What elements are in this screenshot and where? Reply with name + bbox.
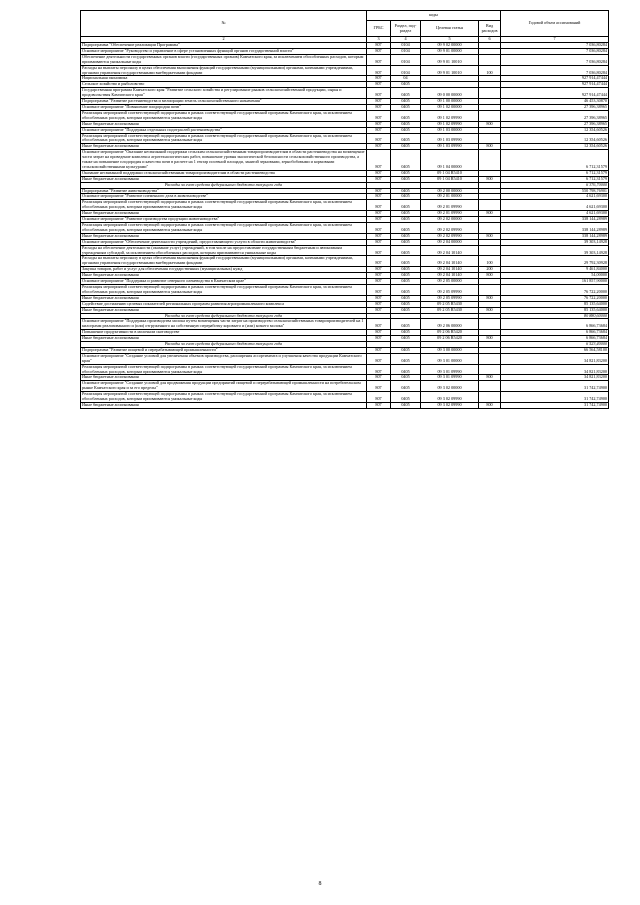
row-expense-type-cell: 800 bbox=[479, 144, 501, 150]
row-amount-cell: 85 135,64000 bbox=[501, 301, 609, 307]
row-target-item-cell: 09 1 03 00000 bbox=[421, 127, 479, 133]
row-target-item-cell: 09 2 04 10140 bbox=[421, 245, 479, 256]
row-amount-cell: 7 036,80284 bbox=[501, 43, 609, 49]
row-grbs-cell: 807 bbox=[367, 211, 391, 217]
row-section-cell: 0405 bbox=[391, 200, 421, 211]
row-amount-cell: 31 742,74900 bbox=[501, 381, 609, 392]
row-section-cell: 0405 bbox=[391, 336, 421, 342]
row-section-cell: 0405 bbox=[391, 273, 421, 279]
row-expense-type-cell: 800 bbox=[479, 233, 501, 239]
row-grbs-cell: 807 bbox=[367, 54, 391, 65]
row-grbs-cell: 807 bbox=[367, 76, 391, 82]
row-name-cell: Подпрограмма "Развитие животноводства" bbox=[81, 188, 367, 194]
row-name-cell: Основное мероприятие "Создание условий для увеличения объемов производства, расширения ассортимента и улучшения качества продукции Камчатского края" bbox=[81, 353, 367, 364]
header-section: Раздел, под-раздел bbox=[391, 21, 421, 37]
row-amount-cell: 4 621,69300 bbox=[501, 194, 609, 200]
row-amount-cell: 9 461,84000 bbox=[501, 267, 609, 273]
row-name-cell: Реализация мероприятий соответствующей подпрограммы в рамках соответствующей государственной программы Камчатского края, за исключением обособленных расходов, которым присваиваются уникальные коды bbox=[81, 110, 367, 121]
row-target-item-cell: 09 2 04 10140 bbox=[421, 273, 479, 279]
row-name-cell: Подпрограмма "Развитие растениеводства и мелиорации земель сельскохозяйственного назначения" bbox=[81, 99, 367, 105]
row-grbs-cell: 807 bbox=[367, 82, 391, 88]
table-row bbox=[81, 392, 609, 403]
row-expense-type-cell: 800 bbox=[479, 336, 501, 342]
row-grbs-cell: 807 bbox=[367, 239, 391, 245]
table-row bbox=[81, 88, 609, 99]
table-row bbox=[81, 256, 609, 267]
row-target-item-cell: 09 2 04 00000 bbox=[421, 239, 479, 245]
row-expense-type-cell: 800 bbox=[479, 375, 501, 381]
row-grbs-cell: 807 bbox=[367, 127, 391, 133]
table-row bbox=[81, 150, 609, 171]
row-grbs-cell: 807 bbox=[367, 381, 391, 392]
row-target-item-cell: 09 3 00 00000 bbox=[421, 347, 479, 353]
row-name-cell: Основное мероприятие "Поддержка отдельных подотраслей растениеводства" bbox=[81, 127, 367, 133]
budget-table bbox=[80, 10, 609, 409]
row-grbs-cell: 807 bbox=[367, 217, 391, 223]
row-amount-cell: 7 036,80284 bbox=[501, 48, 609, 54]
row-grbs-cell: 807 bbox=[367, 150, 391, 171]
row-name-cell: Основное мероприятие "Поддержка и развитие северного оленеводства в Камчатском крае" bbox=[81, 279, 367, 285]
row-section-cell: 0405 bbox=[391, 104, 421, 110]
index-cell: 3 bbox=[367, 37, 391, 43]
table-row bbox=[81, 381, 609, 392]
row-target-item-cell: 09 2 01 09990 bbox=[421, 211, 479, 217]
row-expense-type-cell: 800 bbox=[479, 273, 501, 279]
row-target-item-cell: 09 2 02 09990 bbox=[421, 233, 479, 239]
row-amount-cell: 161 857,90000 bbox=[501, 279, 609, 285]
table-row bbox=[81, 353, 609, 364]
row-target-item-cell: 09 2 04 10140 bbox=[421, 267, 479, 273]
row-grbs-cell: 807 bbox=[367, 104, 391, 110]
row-name-cell: Повышение продуктивности в молочном скотоводстве bbox=[81, 330, 367, 336]
row-expense-type-cell bbox=[479, 54, 501, 65]
row-target-item-cell: 09 3 02 00000 bbox=[421, 381, 479, 392]
row-name-cell: Подпрограмма "Обеспечение реализации Программы" bbox=[81, 43, 367, 49]
header-number: № bbox=[81, 11, 367, 37]
row-name-cell: Сельское хозяйство и рыболовство bbox=[81, 82, 367, 88]
row-target-item-cell: 09 2 06 00000 bbox=[421, 319, 479, 330]
row-target-item-cell: 09 2 05 00000 bbox=[421, 279, 479, 285]
row-section-cell: 0405 bbox=[391, 88, 421, 99]
row-grbs-cell: 807 bbox=[367, 48, 391, 54]
row-expense-type-cell bbox=[479, 319, 501, 330]
row-amount-cell: 6 866,73684 bbox=[501, 336, 609, 342]
row-amount-cell: 338 144,28989 bbox=[501, 217, 609, 223]
row-name-cell: Основное мероприятие "Руководство и управление в сфере установленных функций органов государственной власти" bbox=[81, 48, 367, 54]
row-section-cell: 0405 bbox=[391, 353, 421, 364]
header-target-item: Целевая статья bbox=[421, 21, 479, 37]
row-section-cell: 0405 bbox=[391, 267, 421, 273]
row-target-item-cell: 09 9 01 10010 bbox=[421, 65, 479, 76]
row-target-item-cell: 09 9 02 00000 bbox=[421, 43, 479, 49]
row-amount-cell: 6 712,31579 bbox=[501, 150, 609, 171]
row-amount-cell: 6 866,73684 bbox=[501, 319, 609, 330]
row-expense-type-cell: 800 bbox=[479, 307, 501, 313]
row-grbs-cell: 807 bbox=[367, 284, 391, 295]
row-grbs-cell: 807 bbox=[367, 403, 391, 409]
row-name-cell: Основное мероприятие "Повышение плодородия почв" bbox=[81, 104, 367, 110]
row-section-cell: 0104 bbox=[391, 54, 421, 65]
index-cell: 6 bbox=[479, 37, 501, 43]
row-name-cell: Иные бюджетные ассигнования bbox=[81, 307, 367, 313]
row-grbs-cell: 807 bbox=[367, 133, 391, 144]
row-amount-cell: 80 880,60000 bbox=[501, 313, 609, 319]
table-body bbox=[81, 43, 609, 409]
row-amount-cell: 27 396,38965 bbox=[501, 121, 609, 127]
row-section-cell: 0405 bbox=[391, 110, 421, 121]
row-amount-cell: 4 621,69300 bbox=[501, 200, 609, 211]
row-grbs-cell: 807 bbox=[367, 170, 391, 176]
row-grbs-cell: 807 bbox=[367, 279, 391, 285]
row-grbs-cell: 807 bbox=[367, 392, 391, 403]
row-name-cell: Реализация мероприятий соответствующей подпрограммы в рамках соответствующей государственной программы Камчатского края, за исключением обособленных расходов, которым присваиваются уникальные коды bbox=[81, 284, 367, 295]
row-section-cell: 0104 bbox=[391, 43, 421, 49]
row-amount-cell: 39 303,14928 bbox=[501, 239, 609, 245]
row-expense-type-cell bbox=[479, 200, 501, 211]
row-section-cell: 0405 bbox=[391, 301, 421, 307]
row-target-item-cell: 09 2 05 R5430 bbox=[421, 301, 479, 307]
row-amount-cell: 338 144,28989 bbox=[501, 223, 609, 234]
row-target-item-cell: 09 2 02 00000 bbox=[421, 217, 479, 223]
row-amount-cell: 54,00000 bbox=[501, 273, 609, 279]
row-section-cell: 0104 bbox=[391, 48, 421, 54]
row-amount-cell: 29 792,30928 bbox=[501, 256, 609, 267]
row-target-item-cell: 09 2 05 R5430 bbox=[421, 307, 479, 313]
row-grbs-cell: 807 bbox=[367, 176, 391, 182]
row-amount-cell: 4 621,69300 bbox=[501, 211, 609, 217]
row-amount-cell: 927 914,47444 bbox=[501, 76, 609, 82]
row-grbs-cell: 807 bbox=[367, 223, 391, 234]
row-expense-type-cell: 100 bbox=[479, 256, 501, 267]
header-expense-type: Вид расходов bbox=[479, 21, 501, 37]
table-row bbox=[81, 364, 609, 375]
row-grbs-cell: 807 bbox=[367, 88, 391, 99]
row-target-item-cell: 09 1 02 00000 bbox=[421, 104, 479, 110]
row-grbs-cell: 807 bbox=[367, 245, 391, 256]
row-section-cell: 0405 bbox=[391, 170, 421, 176]
row-target-item-cell: 09 9 01 00000 bbox=[421, 48, 479, 54]
row-grbs-cell: 807 bbox=[367, 188, 391, 194]
row-amount-cell: 12 354,60526 bbox=[501, 133, 609, 144]
row-target-item-cell: 09 3 01 09990 bbox=[421, 364, 479, 375]
row-expense-type-cell bbox=[479, 284, 501, 295]
row-grbs-cell: 807 bbox=[367, 295, 391, 301]
row-expense-type-cell bbox=[479, 150, 501, 171]
row-name-cell: Иные бюджетные ассигнования bbox=[81, 176, 367, 182]
row-grbs-cell: 807 bbox=[367, 353, 391, 364]
row-name-cell: Государственная программа Камчатского края "Развитие сельского хозяйства и регулирование рынков сельскохозяйственной продукции, сырья и продовольствия Камчатского края" bbox=[81, 88, 367, 99]
row-target-item-cell: 09 1 04 R5410 bbox=[421, 170, 479, 176]
row-section-cell: 0405 bbox=[391, 194, 421, 200]
row-grbs-cell: 807 bbox=[367, 273, 391, 279]
header-annual-volume: Годовой объем ассигнований bbox=[501, 11, 609, 37]
row-name-cell: Иные бюджетные ассигнования bbox=[81, 273, 367, 279]
row-expense-type-cell bbox=[479, 381, 501, 392]
header-codes: коды bbox=[367, 11, 501, 21]
row-amount-cell: 927 914,47444 bbox=[501, 82, 609, 88]
row-expense-type-cell bbox=[479, 88, 501, 99]
row-amount-cell: 7 036,80284 bbox=[501, 54, 609, 65]
row-expense-type-cell: 800 bbox=[479, 403, 501, 409]
row-section-cell: 0405 bbox=[391, 239, 421, 245]
index-cell: 2 bbox=[81, 37, 367, 43]
row-grbs-cell: 807 bbox=[367, 336, 391, 342]
row-target-item-cell: 09 3 02 09990 bbox=[421, 392, 479, 403]
row-target-item-cell: 09 2 05 09990 bbox=[421, 295, 479, 301]
row-target-item-cell: 09 1 02 09990 bbox=[421, 110, 479, 121]
table-header bbox=[81, 11, 609, 43]
row-expense-type-cell: 200 bbox=[479, 267, 501, 273]
row-name-cell: Иные бюджетные ассигнования bbox=[81, 336, 367, 342]
row-section-cell: 0405 bbox=[391, 284, 421, 295]
page-number: 8 bbox=[318, 881, 322, 887]
row-grbs-cell: 807 bbox=[367, 110, 391, 121]
row-amount-cell: 927 914,47444 bbox=[501, 88, 609, 99]
row-section-cell: 0405 bbox=[391, 364, 421, 375]
row-grbs-cell: 807 bbox=[367, 330, 391, 336]
row-name-cell: Основное мероприятие "Поддержка производства молока путем возмещения части затрат на производство сельскохозяйственных товаропроизводителей на 1 килограмм реализованного и (или) отгруженного на собственную переработку коровьего и (или) козьего молока" bbox=[81, 319, 367, 330]
row-section-cell: 0405 bbox=[391, 150, 421, 171]
row-section-cell: 0405 bbox=[391, 245, 421, 256]
row-section-cell: 0405 bbox=[391, 127, 421, 133]
row-expense-type-cell bbox=[479, 364, 501, 375]
row-expense-type-cell bbox=[479, 353, 501, 364]
row-name-cell: Оказание несвязанной поддержки сельскохозяйственным товаропроизводителям в области растениеводства bbox=[81, 170, 367, 176]
row-target-item-cell: 09 1 04 00000 bbox=[421, 150, 479, 171]
row-name-cell: Иные бюджетные ассигнования bbox=[81, 144, 367, 150]
row-name-cell: Основное мероприятие "Обеспечение деятельности учреждений, предоставляющего услуги в области животноводства" bbox=[81, 239, 367, 245]
row-name-cell: Иные бюджетные ассигнования bbox=[81, 375, 367, 381]
row-amount-cell: 34 821,83200 bbox=[501, 364, 609, 375]
row-section-cell: 0405 bbox=[391, 295, 421, 301]
table-row bbox=[81, 200, 609, 211]
row-amount-cell: 31 742,74900 bbox=[501, 392, 609, 403]
index-cell: 7 bbox=[501, 37, 609, 43]
row-target-item-cell: 09 3 02 09990 bbox=[421, 403, 479, 409]
row-target-item-cell: 09 2 05 09990 bbox=[421, 284, 479, 295]
row-expense-type-cell bbox=[479, 110, 501, 121]
row-amount-cell: 12 354,60526 bbox=[501, 127, 609, 133]
row-target-item-cell: 09 2 00 00000 bbox=[421, 188, 479, 194]
row-name-cell: Национальная экономика bbox=[81, 76, 367, 82]
row-name-cell: Иные бюджетные ассигнования bbox=[81, 211, 367, 217]
row-amount-cell: 6 866,73684 bbox=[501, 330, 609, 336]
row-expense-type-cell: 800 bbox=[479, 211, 501, 217]
row-name-cell: Основное мероприятие "Создание условий для продвижения продукции предприятий пищевой и перерабатывающей промышленности на потребительском рынке Камчатского края и за его пределы" bbox=[81, 381, 367, 392]
row-amount-cell: 31 742,74900 bbox=[501, 403, 609, 409]
row-section-cell: 0405 bbox=[391, 121, 421, 127]
row-target-item-cell: 09 2 02 09990 bbox=[421, 223, 479, 234]
row-name-cell: Расходы за счет средств федерального бюджета текущего года bbox=[81, 342, 367, 348]
row-expense-type-cell: 800 bbox=[479, 176, 501, 182]
row-name-cell: Расходы на выплаты персоналу в целях обеспечения выполнения функций государственными (муниципальными) органами, казенными учреждениями, органами управления государственными внебюджетными фондами bbox=[81, 65, 367, 76]
row-amount-cell: 39 303,14928 bbox=[501, 245, 609, 256]
table-row bbox=[81, 133, 609, 144]
row-section-cell: 0405 bbox=[391, 211, 421, 217]
row-section-cell: 0405 bbox=[391, 381, 421, 392]
row-section-cell: 04 bbox=[391, 76, 421, 82]
table-row bbox=[81, 65, 609, 76]
row-name-cell: Содействие достижению целевых показателей региональных программ развития агропромышленного комплекса bbox=[81, 301, 367, 307]
row-grbs-cell: 807 bbox=[367, 121, 391, 127]
row-grbs-cell: 807 bbox=[367, 364, 391, 375]
row-amount-cell: 550 798,76901 bbox=[501, 188, 609, 194]
row-name-cell: Иные бюджетные ассигнования bbox=[81, 403, 367, 409]
row-grbs-cell: 807 bbox=[367, 200, 391, 211]
row-target-item-cell: 09 3 01 09990 bbox=[421, 375, 479, 381]
row-name-cell: Реализация мероприятий соответствующей подпрограммы в рамках соответствующей государственной программы Камчатского края, за исключением обособленных расходов, которым присваиваются уникальные коды bbox=[81, 223, 367, 234]
row-section-cell: 0405 bbox=[391, 176, 421, 182]
row-amount-cell: 76 722,20000 bbox=[501, 284, 609, 295]
row-grbs-cell: 807 bbox=[367, 256, 391, 267]
row-section-cell: 0405 bbox=[391, 99, 421, 105]
index-cell: 5 bbox=[421, 37, 479, 43]
row-target-item-cell: 09 2 06 R5420 bbox=[421, 330, 479, 336]
row-name-cell: Основное мероприятие "Оказание несвязанной поддержки сельским сельскохозяйственным товаропроизводителям в области растениеводства на возмещение части затрат на проведение комплекса агротехнологических работ, повышение уровня экологической безопасности сельскохозяйственного производства, а также на повышение плодородия и качества почв в расчете на 1 гектар посевной площади, занятой зерновыми, зернобобовыми и кормовыми сельскохозяйственными культурами" bbox=[81, 150, 367, 171]
row-section-cell: 0405 bbox=[391, 392, 421, 403]
row-grbs-cell: 807 bbox=[367, 301, 391, 307]
header-grbs: ГРБС bbox=[367, 21, 391, 37]
row-amount-cell: 7 036,80284 bbox=[501, 65, 609, 76]
row-section-cell: 0405 bbox=[391, 223, 421, 234]
row-name-cell: Основное мероприятие "Развитие племенного дела в животноводстве" bbox=[81, 194, 367, 200]
row-target-item-cell: 09 2 06 R5420 bbox=[421, 336, 479, 342]
row-grbs-cell: 807 bbox=[367, 144, 391, 150]
row-section-cell: 0405 bbox=[391, 82, 421, 88]
row-expense-type-cell bbox=[479, 133, 501, 144]
row-amount-cell: 46 453,30870 bbox=[501, 99, 609, 105]
row-name-cell: Реализация мероприятий соответствующей подпрограммы в рамках соответствующей государственной программы Камчатского края, за исключением обособленных расходов, которым присваиваются уникальные коды bbox=[81, 200, 367, 211]
row-name-cell: Подпрограмма "Развитие пищевой и перерабатывающей промышленности" bbox=[81, 347, 367, 353]
row-grbs-cell: 807 bbox=[367, 99, 391, 105]
row-section-cell: 0405 bbox=[391, 256, 421, 267]
row-grbs-cell: 807 bbox=[367, 319, 391, 330]
row-name-cell: Расходы за счет средств федерального бюджета текущего года bbox=[81, 182, 367, 188]
row-target-item-cell: 09 1 02 09990 bbox=[421, 121, 479, 127]
row-target-item-cell: 09 9 01 10010 bbox=[421, 54, 479, 65]
row-amount-cell: 12 354,60526 bbox=[501, 144, 609, 150]
row-amount-cell: 34 821,83200 bbox=[501, 353, 609, 364]
row-target-item-cell: 09 1 03 09990 bbox=[421, 133, 479, 144]
row-grbs-cell: 807 bbox=[367, 194, 391, 200]
row-amount-cell: 66 564,58100 bbox=[501, 347, 609, 353]
index-cell: 4 bbox=[391, 37, 421, 43]
row-section-cell: 0405 bbox=[391, 307, 421, 313]
row-target-item-cell: 09 3 01 00000 bbox=[421, 353, 479, 364]
row-expense-type-cell: 800 bbox=[479, 121, 501, 127]
row-section-cell: 0405 bbox=[391, 233, 421, 239]
row-grbs-cell: 807 bbox=[367, 43, 391, 49]
row-name-cell: Реализация мероприятий соответствующей подпрограммы в рамках соответствующей государственной программы Камчатского края, за исключением обособленных расходов, которым присваиваются уникальные коды bbox=[81, 364, 367, 375]
row-section-cell: 0405 bbox=[391, 217, 421, 223]
row-name-cell: Расходы на выплаты персоналу в целях обеспечения выполнения функций государственными (муниципальными) органами, казенными учреждениями, органами управления государственными внебюджетными фондами bbox=[81, 256, 367, 267]
row-name-cell: Расходы за счет средств федерального бюджета текущего года bbox=[81, 313, 367, 319]
row-grbs-cell: 807 bbox=[367, 267, 391, 273]
row-section-cell: 0405 bbox=[391, 330, 421, 336]
row-section-cell: 0405 bbox=[391, 319, 421, 330]
row-target-item-cell: 09 2 01 00000 bbox=[421, 194, 479, 200]
row-section-cell: 0405 bbox=[391, 188, 421, 194]
row-amount-cell: 76 722,20000 bbox=[501, 295, 609, 301]
row-section-cell: 0405 bbox=[391, 403, 421, 409]
row-name-cell: Иные бюджетные ассигнования bbox=[81, 295, 367, 301]
row-expense-type-cell: 100 bbox=[479, 65, 501, 76]
row-amount-cell: 85 135,64000 bbox=[501, 307, 609, 313]
row-grbs-cell: 807 bbox=[367, 375, 391, 381]
row-section-cell: 0405 bbox=[391, 133, 421, 144]
row-target-item-cell: 09 1 00 00000 bbox=[421, 99, 479, 105]
row-name-cell: Реализация мероприятий соответствующей подпрограммы в рамках соответствующей государственной программы Камчатского края, за исключением обособленных расходов, которым присваиваются уникальные коды bbox=[81, 392, 367, 403]
row-name-cell: Основное мероприятие "Развитие производства продукции животноводства" bbox=[81, 217, 367, 223]
row-expense-type-cell bbox=[479, 245, 501, 256]
table-row bbox=[81, 284, 609, 295]
row-section-cell: 0405 bbox=[391, 375, 421, 381]
table-row bbox=[81, 54, 609, 65]
row-section-cell: 0405 bbox=[391, 279, 421, 285]
row-amount-cell: 6 523,40000 bbox=[501, 342, 609, 348]
row-section-cell: 0405 bbox=[391, 144, 421, 150]
row-name-cell: Иные бюджетные ассигнования bbox=[81, 121, 367, 127]
row-name-cell: Расходы на обеспечение деятельности (оказание услуг) учреждений, в том числе на предоставление государственным бюджетным и автономным учреждениям субсидий, за исключением обособленных расходов, которым присваиваются уникальные коды bbox=[81, 245, 367, 256]
table-row bbox=[81, 110, 609, 121]
row-target-item-cell: 09 0 00 00000 bbox=[421, 88, 479, 99]
row-name-cell: Закупка товаров, работ и услуг для обеспечения государственных (муниципальных) нужд bbox=[81, 267, 367, 273]
budget-table-sheet bbox=[80, 10, 608, 409]
row-amount-cell: 6 376,70000 bbox=[501, 182, 609, 188]
row-amount-cell: 6 712,31579 bbox=[501, 170, 609, 176]
row-section-cell: 0405 bbox=[391, 347, 421, 353]
row-name-cell: Иные бюджетные ассигнования bbox=[81, 233, 367, 239]
row-target-item-cell: 09 1 03 09990 bbox=[421, 144, 479, 150]
row-target-item-cell: 09 2 04 10140 bbox=[421, 256, 479, 267]
table-row bbox=[81, 319, 609, 330]
table-row bbox=[81, 245, 609, 256]
row-target-item-cell: 09 2 01 09990 bbox=[421, 200, 479, 211]
row-name-cell: Обеспечение деятельности государственных органов власти (государственных органов) Камчатского края, за исключением обособленных расходов, которым присваиваются уникальные коды bbox=[81, 54, 367, 65]
row-amount-cell: 27 396,38965 bbox=[501, 104, 609, 110]
row-grbs-cell: 807 bbox=[367, 65, 391, 76]
row-amount-cell: 338 144,28989 bbox=[501, 233, 609, 239]
row-grbs-cell: 807 bbox=[367, 233, 391, 239]
row-name-cell: Реализация мероприятий соответствующей подпрограммы в рамках соответствующей государственной программы Камчатского края, за исключением обособленных расходов, которым присваиваются уникальные коды bbox=[81, 133, 367, 144]
table-row bbox=[81, 223, 609, 234]
row-amount-cell: 27 396,38965 bbox=[501, 110, 609, 121]
row-grbs-cell: 807 bbox=[367, 307, 391, 313]
row-target-item-cell: 09 1 04 R5410 bbox=[421, 176, 479, 182]
row-grbs-cell: 807 bbox=[367, 347, 391, 353]
table-row bbox=[81, 403, 609, 409]
row-amount-cell: 34 821,83200 bbox=[501, 375, 609, 381]
row-expense-type-cell bbox=[479, 223, 501, 234]
row-section-cell: 0104 bbox=[391, 65, 421, 76]
row-expense-type-cell: 800 bbox=[479, 295, 501, 301]
row-expense-type-cell bbox=[479, 392, 501, 403]
row-amount-cell: 6 712,31579 bbox=[501, 176, 609, 182]
